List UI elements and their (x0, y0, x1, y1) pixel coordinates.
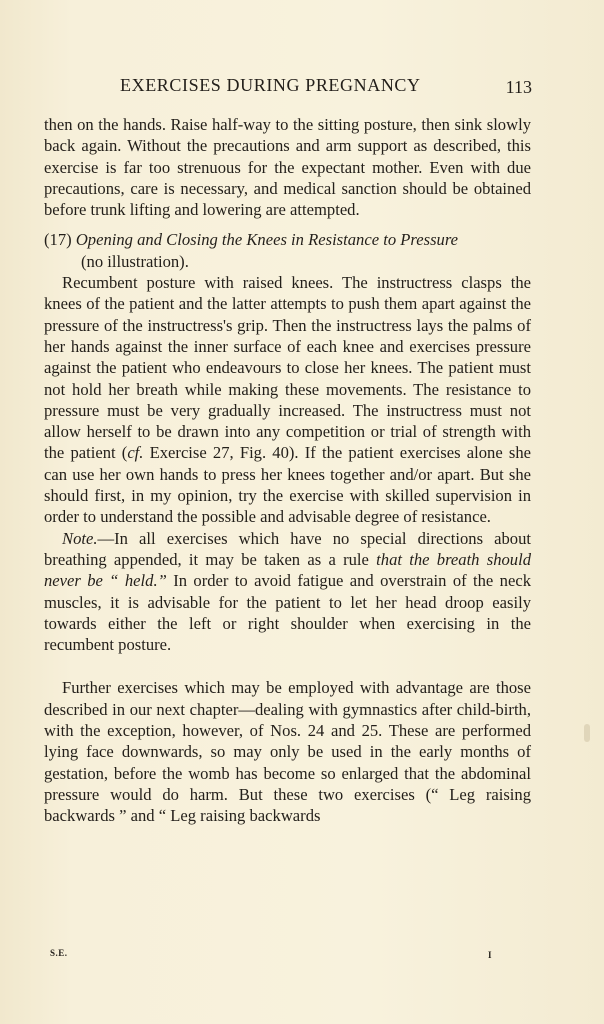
emphasis-text: that the breath should never be “ held.” (44, 549, 531, 591)
exercise-title: Opening and Closing the Knees in Resistance to Pressure (75, 230, 459, 250)
text-run: —In all exercises which have no special directions about breathing appended, it may be taken as a rule (44, 528, 531, 569)
text-run: Recumbent posture with raised knees. The instructress clasps the knees of the patient and the latter attempts to push them apart against the pressure of the instructress's grip. Then the instructress lays the palms of her hands against the inner surface of each knee and exercises pressure against the patient who endeavours to close her knees. The patient must not hold her breath while making these movements. The resistance to pressure must be very gradually increased. The instructress must not allow herself to be drawn into any competition or trial of strength with the patient ( (44, 273, 531, 463)
paragraph-continuation: then on the hands. Raise half-way to the sitting posture, then sink slowly back again. Without the precautions and arm support as described, this exercise is far too strenuous for the expectant mother. Even with due precautions, care is necessary, and medical sanction should be obtained before trunk lifting and lowering are attempted. (44, 115, 531, 220)
printer-signature: S.E. (50, 948, 68, 958)
paragraph-exercise-description (44, 272, 531, 528)
paper-blemish (584, 724, 590, 742)
page-header (44, 75, 532, 101)
sheet-mark: I (487, 950, 492, 960)
paragraph-further-exercises: Further exercises which may be employed with advantage are those described in our next chapter—dealing with gymnastics after child-birth, with the exception, however, of Nos. 24 and 25. These are performed lying face downwards, so may only be used in the early months of gestation, before the womb has become so enlarged that the abdominal pressure would do harm. But these two exercises (“ Leg raising backwards ” and “ Leg raising backwards (44, 678, 531, 826)
page-footer (44, 948, 532, 964)
exercise-heading (44, 229, 531, 272)
exercise-heading-line (44, 229, 531, 250)
cf-abbreviation: cf. (127, 443, 144, 463)
paragraph-note (44, 528, 531, 656)
running-title: EXERCISES DURING PREGNANCY (120, 75, 421, 95)
body-text (44, 114, 531, 827)
exercise-note: (no illustration). (81, 251, 189, 271)
text-run: Exercise 27, Fig. 40). If the patient exercises alone she can use her own hands to press her knees together and/or apart. But she should first, in my opinion, try the exercise with skilled supervision in order to understand the possible and advisable degree of resistance. (44, 443, 531, 527)
note-label: Note. (62, 528, 98, 548)
exercise-number: (17) (44, 230, 72, 250)
page-number: 113 (505, 77, 532, 97)
text-run: In order to avoid fatigue and overstrain of the neck muscles, it is advisable for the patient to let her head droop easily towards either the left or right shoulder when exercising in the recumbent posture. (44, 571, 532, 655)
